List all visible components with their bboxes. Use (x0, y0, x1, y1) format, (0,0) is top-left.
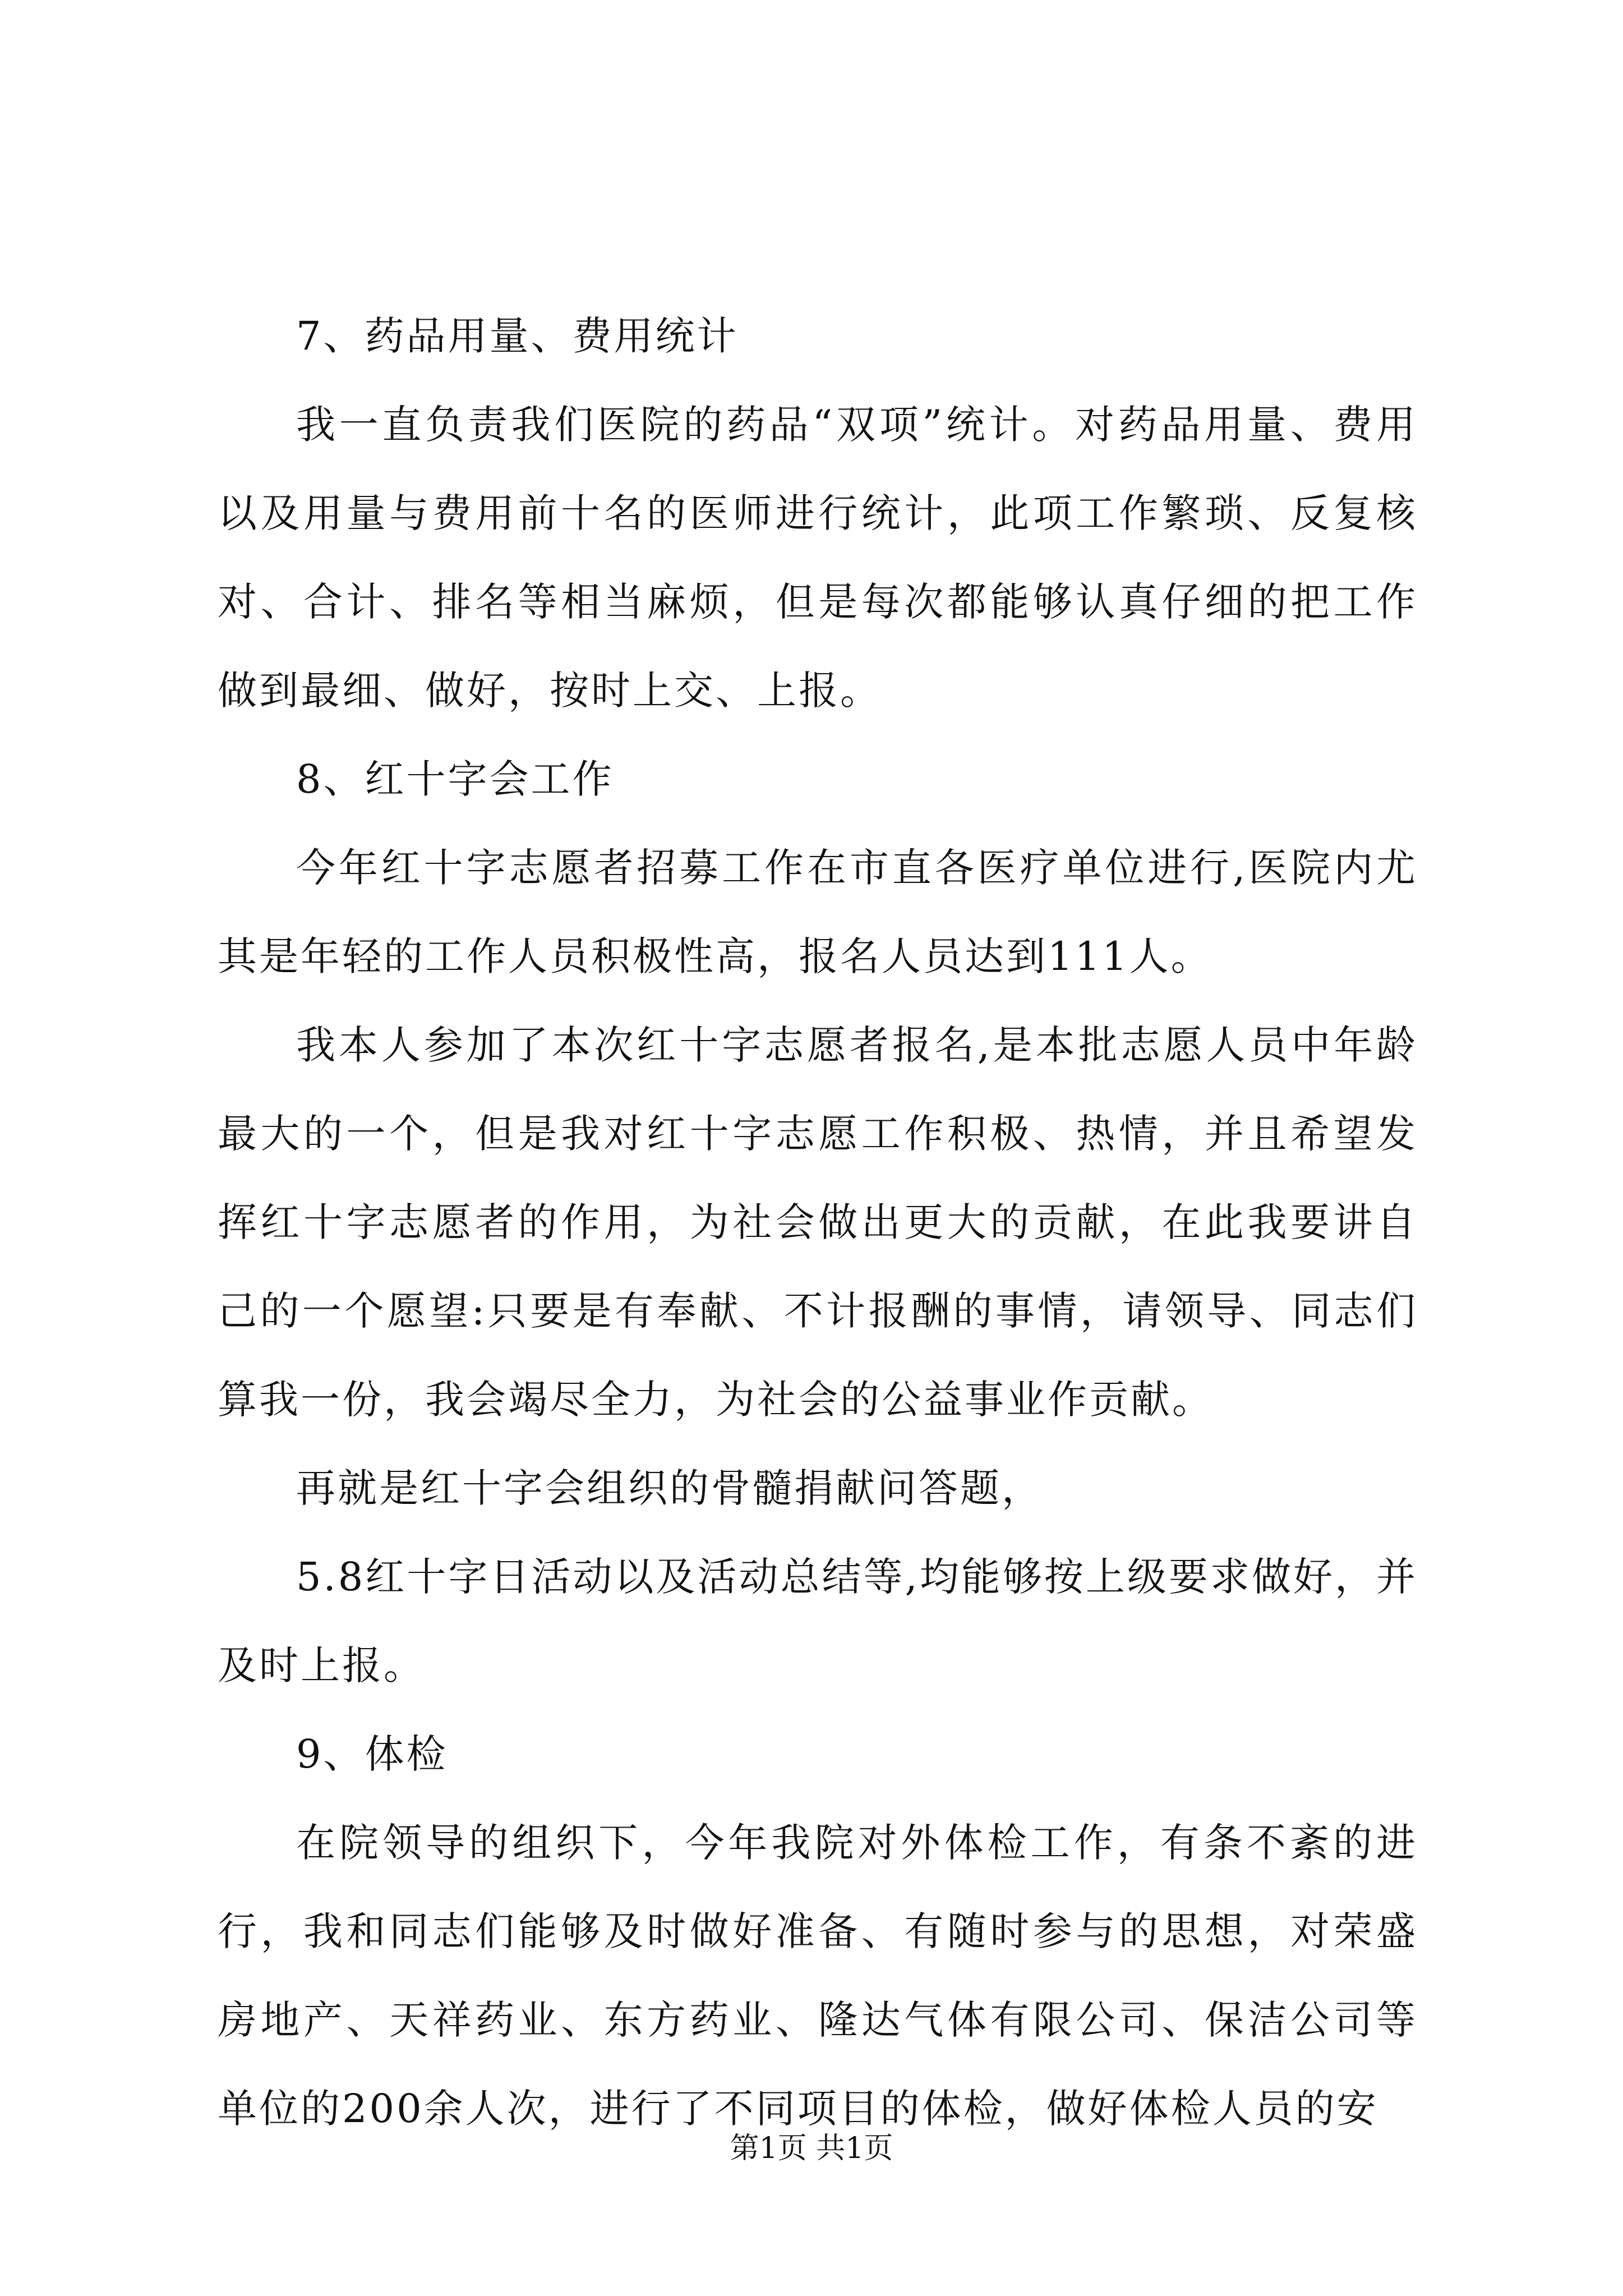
paragraph-drug-statistics: 我一直负责我们医院的药品“双项”统计。对药品用量、费用以及用量与费用前十名的医师进行统计，此项工作繁琐、反复核对、合计、排名等相当麻烦，但是每次都能够认真仔细的把工作做到最细、做好，按时上交、上报。 (218, 402, 1418, 714)
paragraph-volunteer-recruitment: 今年红十字志愿者招募工作在市直各医疗单位进行,医院内尤其是年轻的工作人员积极性高，报名人员达到111人。 (218, 845, 1418, 979)
paragraph-physical-exam: 在院领导的组织下，今年我院对外体检工作，有条不紊的进行，我和同志们能够及时做好准备、有随时参与的思想，对荣盛房地产、天祥药业、东方药业、隆达气体有限公司、保洁公司等单位的200余人次，进行了不同项目的体检，做好体检人员的安 (218, 1820, 1418, 2132)
heading-drug-statistics: 7、药品用量、费用统计 (296, 313, 739, 359)
paragraph-personal-participation: 我本人参加了本次红十字志愿者报名,是本批志愿人员中年龄最大的一个，但是我对红十字志愿工作积极、热情，并且希望发挥红十字志愿者的作用，为社会做出更大的贡献，在此我要讲自己的一个愿望:只要是有奉献、不计报酬的事情，请领导、同志们算我一份，我会竭尽全力，为社会的公益事业作贡献。 (218, 1022, 1418, 1423)
paragraph-bone-marrow: 再就是红十字会组织的骨髓捐献问答题， (296, 1465, 1043, 1511)
heading-red-cross: 8、红十字会工作 (296, 756, 614, 802)
heading-physical-exam: 9、体检 (296, 1731, 448, 1777)
paragraph-red-cross-day: 5.8红十字日活动以及活动总结等,均能够按上级要求做好，并及时上报。 (218, 1554, 1418, 1688)
page-footer: 第1页 共1页 (730, 2132, 893, 2165)
document-body (218, 292, 1418, 2153)
